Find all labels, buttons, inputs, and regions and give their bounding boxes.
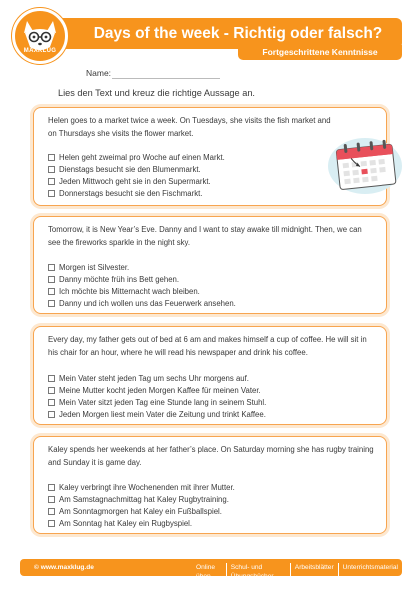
option-label: Meine Mutter kocht jeden Morgen Kaffee für meinen Vater. [59, 385, 261, 395]
exercise-passage: Tomorrow, it is New Year’s Eve. Danny and I want to stay awake till midnight. Then, we can see the fireworks sparkle in the night sky. [48, 225, 362, 247]
option-label: Helen geht zweimal pro Woche auf einen Markt. [59, 152, 225, 162]
option-item[interactable] [48, 409, 266, 419]
calendar-icon [326, 133, 404, 197]
option-label: Jeden Mittwoch geht sie in den Supermarkt. [59, 176, 211, 186]
name-label: Name: [86, 68, 112, 78]
option-item[interactable] [48, 506, 222, 516]
option-item[interactable] [48, 286, 200, 296]
checkbox[interactable] [48, 508, 55, 515]
footer-link[interactable]: Unterrichtsmaterial [342, 564, 398, 571]
maxklug-logo[interactable] [12, 8, 68, 64]
footer-link[interactable]: Schul- und Übungsbücher [227, 563, 291, 581]
checkbox[interactable] [48, 190, 55, 197]
checkbox[interactable] [48, 399, 55, 406]
option-label: Jeden Morgen liest mein Vater die Zeitung und trinkt Kaffee. [59, 409, 266, 419]
footer-link[interactable]: Arbeitsblätter [291, 563, 339, 581]
option-item[interactable] [48, 482, 235, 492]
checkbox[interactable] [48, 484, 55, 491]
footer-url[interactable] [34, 559, 94, 576]
option-item[interactable] [48, 397, 266, 407]
checkbox[interactable] [48, 387, 55, 394]
option-label: Am Samstagnachmittag hat Kaley Rugbytraining. [59, 494, 229, 504]
option-label: Am Sonntag hat Kaley ein Rugbyspiel. [59, 518, 193, 528]
option-label: Donnerstags besucht sie den Fischmarkt. [59, 188, 203, 198]
checkbox[interactable] [48, 288, 55, 295]
exercise-card [33, 326, 387, 425]
copyright-icon: © [34, 564, 39, 571]
option-item[interactable] [48, 385, 261, 395]
checkbox[interactable] [48, 496, 55, 503]
option-item[interactable] [48, 188, 202, 198]
logo-text: MAXKLUG [23, 48, 57, 54]
exercise-passage: Helen goes to a market twice a week. On Tuesdays, she visits the fish market and on Thursdays she visits the flower market. [48, 116, 331, 138]
option-item[interactable] [48, 274, 179, 284]
footer-links [192, 559, 402, 581]
option-item[interactable] [48, 298, 236, 308]
option-label: Mein Vater steht jeden Tag um sechs Uhr morgens auf. [59, 373, 249, 383]
footer-url-text: www.maxklug.de [40, 564, 94, 571]
checkbox[interactable] [48, 520, 55, 527]
instruction-text: Lies den Text und kreuz die richtige Aussage an. [58, 88, 255, 98]
option-label: Danny möchte früh ins Bett gehen. [59, 274, 180, 284]
checkbox[interactable] [48, 411, 55, 418]
name-field[interactable] [112, 78, 220, 79]
option-item[interactable] [48, 518, 192, 528]
checkbox[interactable] [48, 264, 55, 271]
checkbox[interactable] [48, 154, 55, 161]
option-item[interactable] [48, 164, 201, 174]
option-label: Mein Vater sitzt jeden Tag eine Stunde lang in seinem Stuhl. [59, 397, 267, 407]
option-item[interactable] [48, 494, 229, 504]
option-label: Am Sonntagmorgen hat Kaley ein Fußballspiel. [59, 506, 222, 516]
exercise-card [33, 216, 387, 314]
calendar-illustration [326, 133, 404, 197]
option-item[interactable] [48, 262, 129, 272]
option-label: Dienstags besucht sie den Blumenmarkt. [59, 164, 201, 174]
option-label: Kaley verbringt ihre Wochenenden mit ihrer Mutter. [59, 482, 235, 492]
page-title: Days of the week - Richtig oder falsch? [93, 25, 383, 42]
checkbox[interactable] [48, 375, 55, 382]
level-badge: Fortgeschrittene Kenntnisse [238, 45, 402, 60]
exercise-card [33, 436, 387, 534]
option-label: Morgen ist Silvester. [59, 262, 130, 272]
checkbox[interactable] [48, 300, 55, 307]
exercise-passage: Kaley spends her weekends at her father’s place. On Saturday morning she has rugby training and Sunday it is game day. [48, 445, 374, 467]
footer-bar [20, 559, 402, 580]
footer-link[interactable]: Online üben [192, 563, 227, 581]
exercise-passage: Every day, my father gets out of bed at 6 am and makes himself a cup of coffee. He will sit in his chair for an hour, where he will read his newspaper and drink his coffee. [48, 335, 367, 357]
checkbox[interactable] [48, 178, 55, 185]
option-item[interactable] [48, 176, 211, 186]
checkbox[interactable] [48, 166, 55, 173]
option-item[interactable] [48, 152, 225, 162]
checkbox[interactable] [48, 276, 55, 283]
option-item[interactable] [48, 373, 249, 383]
option-label: Ich möchte bis Mitternacht wach bleiben. [59, 286, 200, 296]
option-label: Danny und ich wollen uns das Feuerwerk ansehen. [59, 298, 236, 308]
